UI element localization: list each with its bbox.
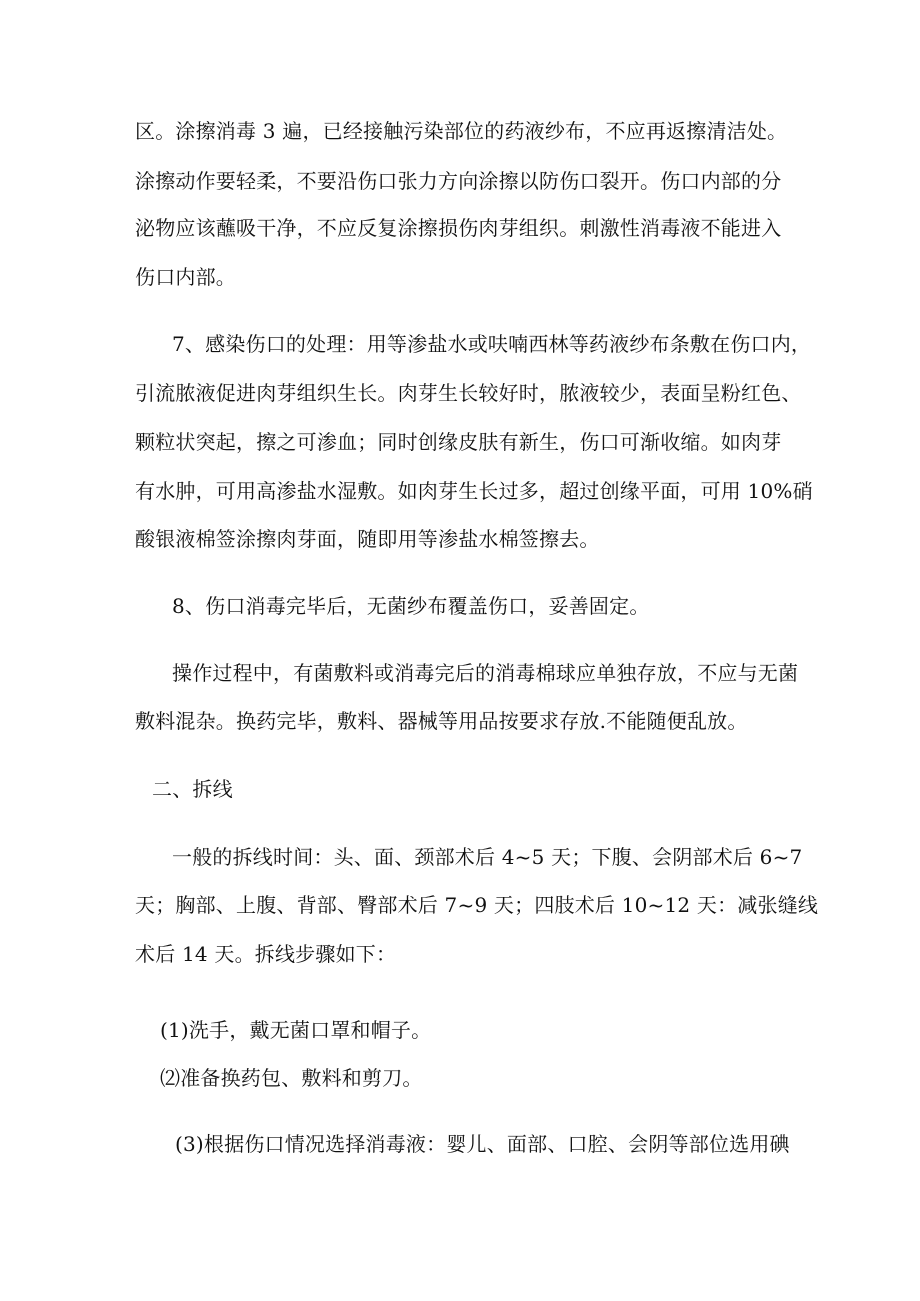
list-item: (1)洗手，戴无菌口罩和帽子。 xyxy=(160,1018,432,1042)
text-line: 一般的拆线时间：头、面、颈部术后 4~5 天；下腹、会阴部术后 6~7 xyxy=(172,845,803,869)
text-line: 泌物应该蘸吸干净，不应反复涂擦损伤肉芽组织。刺激性消毒液不能进入 xyxy=(135,216,782,240)
text-line: 天；胸部、上腹、背部、臀部术后 7~9 天；四肢术后 10~12 天：减张缝线 xyxy=(135,893,819,917)
text-line: 区。涂擦消毒 3 遍，已经接触污染部位的药液纱布，不应再返擦清洁处。 xyxy=(135,119,788,143)
text-line: 涂擦动作要轻柔，不要沿伤口张力方向涂擦以防伤口裂开。伤口内部的分 xyxy=(135,169,782,193)
text-line: 7、感染伤口的处理：用等渗盐水或呋喃西林等药液纱布条敷在伤口内， xyxy=(172,332,812,356)
text-line: 敷料混杂。换药完毕，敷料、器械等用品按要求存放.不能随便乱放。 xyxy=(135,709,748,733)
text-line: 引流脓液促进肉芽组织生长。肉芽生长较好时，脓液较少，表面呈粉红色、 xyxy=(135,381,802,405)
text-line: 酸银液棉签涂擦肉芽面，随即用等渗盐水棉签擦去。 xyxy=(135,527,600,551)
text-line: 有水肿，可用高渗盐水湿敷。如肉芽生长过多，超过创缘平面，可用 10%硝 xyxy=(135,479,813,503)
list-item: (3)根据伤口情况选择消毒液：婴儿、面部、口腔、会阴等部位选用碘 xyxy=(175,1132,790,1156)
text-line: 术后 14 天。拆线步骤如下： xyxy=(135,942,397,966)
text-line: 伤口内部。 xyxy=(135,265,236,289)
text-line: 颗粒状突起，擦之可渗血；同时创缘皮肤有新生，伤口可渐收缩。如肉芽 xyxy=(135,430,782,454)
text-line: 8、伤口消毒完毕后，无菌纱布覆盖伤口，妥善固定。 xyxy=(172,594,650,618)
section-heading: 二、拆线 xyxy=(152,777,233,801)
list-item: ⑵准备换药包、敷料和剪刀。 xyxy=(160,1066,423,1090)
text-line: 操作过程中，有菌敷料或消毒完后的消毒棉球应单独存放，不应与无菌 xyxy=(172,661,799,685)
